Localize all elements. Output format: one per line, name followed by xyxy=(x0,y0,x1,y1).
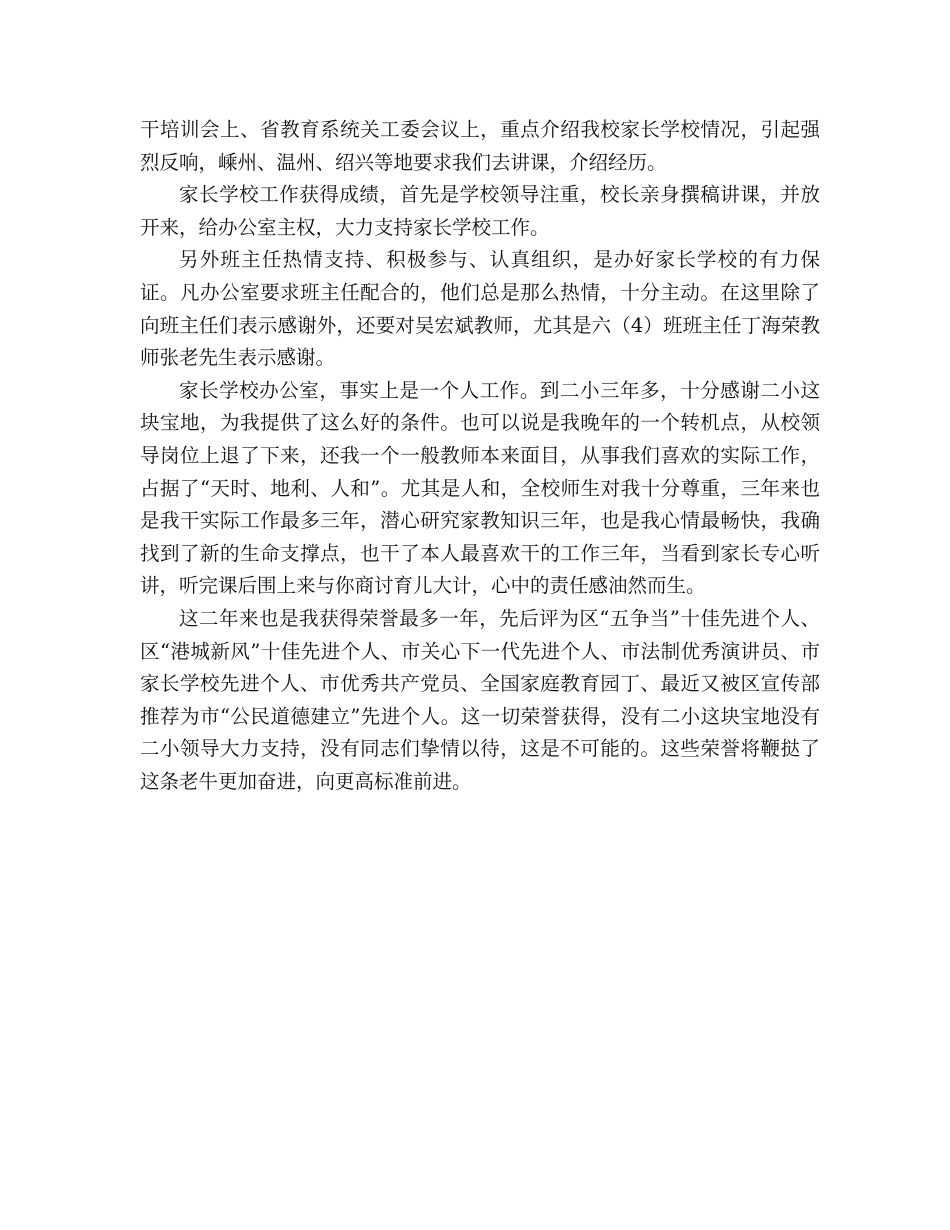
paragraph-honors: 这二年来也是我获得荣誉最多一年，先后评为区“五争当”十佳先进个人、区“港城新风”十佳先进个人、市关心下一代先进个人、市法制优秀演讲员、市家长学校先进个人、市优秀共产党员、全国家庭教育园丁、最近又被区宣传部推荐为市“公民道德建立”先进个人。这一切荣誉获得，没有二小这块宝地没有二小领导大力支持，没有同志们挚情以待，这是不可能的。这些荣誉将鞭挞了这条老牛更加奋进，向更高标准前进。 xyxy=(140,606,820,793)
document-body xyxy=(140,114,820,798)
paragraph-office-work: 家长学校办公室，事实上是一个人工作。到二小三年多，十分感谢二小这块宝地，为我提供了这么好的条件。也可以说是我晚年的一个转机点，从校领导岗位上退了下来，还我一个一般教师本来面目，从事我们喜欢的实际工作，占据了“天时、地利、人和”。尤其是人和，全校师生对我十分尊重，三年来也是我干实际工作最多三年，潜心研究家教知识三年，也是我心情最畅快，我确找到了新的生命支撑点，也干了本人最喜欢干的工作三年，当看到家长专心听讲，听完课后围上来与你商讨育儿大计，心中的责任感油然而生。 xyxy=(140,378,820,598)
paragraph-leadership-support: 家长学校工作获得成绩，首先是学校领导注重，校长亲身撰稿讲课，并放开来，给办公室主权，大力支持家长学校工作。 xyxy=(140,183,820,239)
paragraph-continuation: 干培训会上、省教育系统关工委会议上，重点介绍我校家长学校情况，引起强烈反响，嵊州、温州、绍兴等地要求我们去讲课，介绍经历。 xyxy=(140,118,820,174)
paragraph-teacher-thanks: 另外班主任热情支持、积极参与、认真组织，是办好家长学校的有力保证。凡办公室要求班主任配合的，他们总是那么热情，十分主动。在这里除了向班主任们表示感谢外，还要对吴宏斌教师，尤其是六（4）班班主任丁海荣教师张老先生表示感谢。 xyxy=(140,248,820,370)
